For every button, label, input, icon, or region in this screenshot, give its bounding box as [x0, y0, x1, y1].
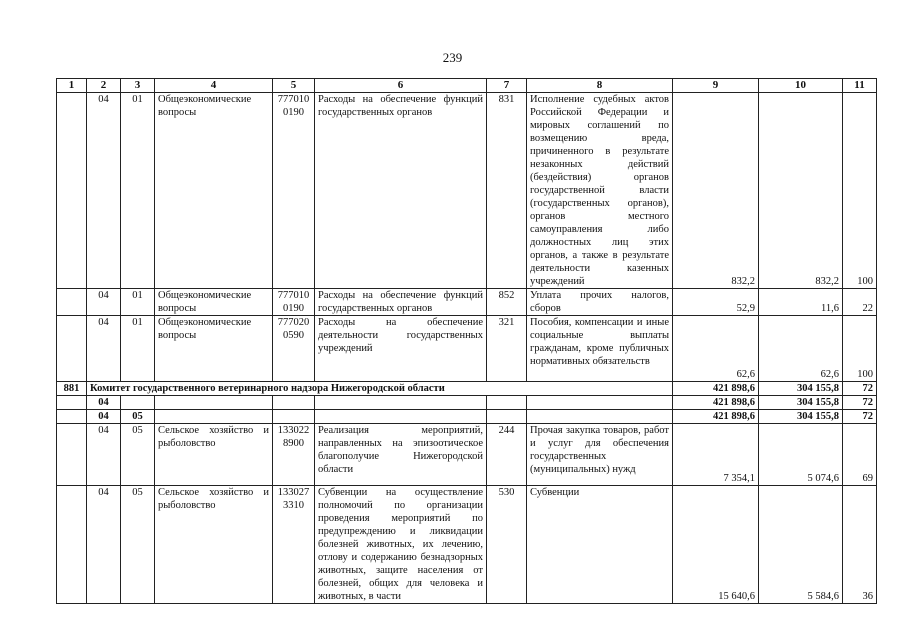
table-row: [57, 316, 877, 382]
column-header: 7: [487, 79, 527, 93]
cell-expense-name: Субвенции: [527, 486, 673, 604]
cell-expense-name: Уплата прочих налогов, сборов: [527, 289, 673, 316]
cell-target-code: 133027 3310: [273, 486, 315, 604]
column-header: 1: [57, 79, 87, 93]
cell-expense-name: Прочая закупка товаров, работ и услуг для обеспечения государственных (муниципальных) нужд: [527, 424, 673, 486]
section-total-row: [57, 396, 877, 410]
table-row: [57, 424, 877, 486]
cell-target-name: Расходы на обеспечение функций государственных органов: [315, 93, 487, 289]
table-row: [57, 486, 877, 604]
cell-plan: 7 354,1: [673, 424, 759, 486]
column-header: 5: [273, 79, 315, 93]
cell-subsection: 05: [121, 424, 155, 486]
subsection-total-row: [57, 410, 877, 424]
cell-subsection: 05: [121, 410, 155, 424]
column-header: 3: [121, 79, 155, 93]
column-header: 4: [155, 79, 273, 93]
cell-percent: 36: [843, 486, 877, 604]
cell-empty: [315, 410, 487, 424]
cell-percent: 100: [843, 93, 877, 289]
cell-empty: [273, 410, 315, 424]
cell-section: 04: [87, 289, 121, 316]
cell-plan: 421 898,6: [673, 396, 759, 410]
cell-actual: 304 155,8: [759, 382, 843, 396]
cell-section: 04: [87, 486, 121, 604]
cell-plan: 15 640,6: [673, 486, 759, 604]
cell-empty: [57, 486, 87, 604]
cell-plan: 62,6: [673, 316, 759, 382]
cell-actual: 5 584,6: [759, 486, 843, 604]
cell-empty: [121, 396, 155, 410]
cell-plan: 421 898,6: [673, 382, 759, 396]
cell-section: 04: [87, 396, 121, 410]
table-row: [57, 93, 877, 289]
cell-subsection: 01: [121, 289, 155, 316]
column-header: 9: [673, 79, 759, 93]
cell-empty: [315, 396, 487, 410]
cell-target-code: 777010 0190: [273, 289, 315, 316]
cell-empty: [57, 316, 87, 382]
budget-table: [56, 78, 877, 604]
cell-section: 04: [87, 316, 121, 382]
cell-empty: [57, 396, 87, 410]
cell-section: 04: [87, 410, 121, 424]
cell-section-name: Общеэкономические вопросы: [155, 289, 273, 316]
cell-subsection: 01: [121, 93, 155, 289]
cell-empty: [273, 396, 315, 410]
cell-target-name: Расходы на обеспечение деятельности государственных учреждений: [315, 316, 487, 382]
cell-target-code: 777020 0590: [273, 316, 315, 382]
cell-percent: 72: [843, 410, 877, 424]
cell-target-name: Субвенции на осуществление полномочий по организации проведения мероприятий по предупреждению и ликвидации болезней животных, их лечению, отлову и содержанию безнадзорных животных, защите населения от болезней, общих для человека и животных, в части: [315, 486, 487, 604]
cell-empty: [487, 396, 527, 410]
cell-empty: [57, 424, 87, 486]
cell-section-name: Сельское хозяйство и рыболовство: [155, 486, 273, 604]
cell-actual: 832,2: [759, 93, 843, 289]
cell-target-code: 133022 8900: [273, 424, 315, 486]
cell-committee-code: 881: [57, 382, 87, 396]
cell-actual: 62,6: [759, 316, 843, 382]
cell-expense-code: 244: [487, 424, 527, 486]
cell-committee-name: Комитет государственного ветеринарного надзора Нижегородской области: [87, 382, 673, 396]
cell-percent: 72: [843, 382, 877, 396]
cell-empty: [57, 410, 87, 424]
cell-expense-name: Исполнение судебных актов Российской Федерации и мировых соглашений по возмещению вреда, причиненного в результате незаконных действий (бездействия) органов государственной власти (государственных органов), органов местного самоуправления либо должностных лиц этих органов, а также в результате деятельности казенных учреждений: [527, 93, 673, 289]
cell-plan: 421 898,6: [673, 410, 759, 424]
cell-subsection: 01: [121, 316, 155, 382]
cell-section-name: Общеэкономические вопросы: [155, 93, 273, 289]
cell-percent: 69: [843, 424, 877, 486]
cell-percent: 100: [843, 316, 877, 382]
cell-actual: 304 155,8: [759, 410, 843, 424]
column-header: 10: [759, 79, 843, 93]
committee-row: [57, 382, 877, 396]
cell-section: 04: [87, 424, 121, 486]
page-number: 239: [442, 50, 463, 65]
cell-subsection: 05: [121, 486, 155, 604]
cell-actual: 304 155,8: [759, 396, 843, 410]
cell-expense-code: 831: [487, 93, 527, 289]
cell-percent: 72: [843, 396, 877, 410]
cell-section-name: Общеэкономические вопросы: [155, 316, 273, 382]
cell-empty: [527, 410, 673, 424]
cell-empty: [57, 289, 87, 316]
cell-target-code: 777010 0190: [273, 93, 315, 289]
cell-empty: [155, 396, 273, 410]
column-header: 11: [843, 79, 877, 93]
cell-actual: 11,6: [759, 289, 843, 316]
column-header: 8: [527, 79, 673, 93]
cell-actual: 5 074,6: [759, 424, 843, 486]
cell-expense-code: 321: [487, 316, 527, 382]
cell-target-name: Реализация мероприятий, направленных на эпизоотическое благополучие Нижегородской области: [315, 424, 487, 486]
cell-expense-code: 852: [487, 289, 527, 316]
cell-section: 04: [87, 93, 121, 289]
cell-empty: [527, 396, 673, 410]
cell-percent: 22: [843, 289, 877, 316]
cell-empty: [487, 410, 527, 424]
column-header: 6: [315, 79, 487, 93]
cell-expense-name: Пособия, компенсации и иные социальные выплаты гражданам, кроме публичных нормативных обязательств: [527, 316, 673, 382]
cell-empty: [155, 410, 273, 424]
cell-plan: 832,2: [673, 93, 759, 289]
table-row: [57, 289, 877, 316]
cell-section-name: Сельское хозяйство и рыболовство: [155, 424, 273, 486]
cell-plan: 52,9: [673, 289, 759, 316]
cell-target-name: Расходы на обеспечение функций государственных органов: [315, 289, 487, 316]
cell-expense-code: 530: [487, 486, 527, 604]
header-row: [57, 79, 877, 93]
cell-empty: [57, 93, 87, 289]
column-header: 2: [87, 79, 121, 93]
